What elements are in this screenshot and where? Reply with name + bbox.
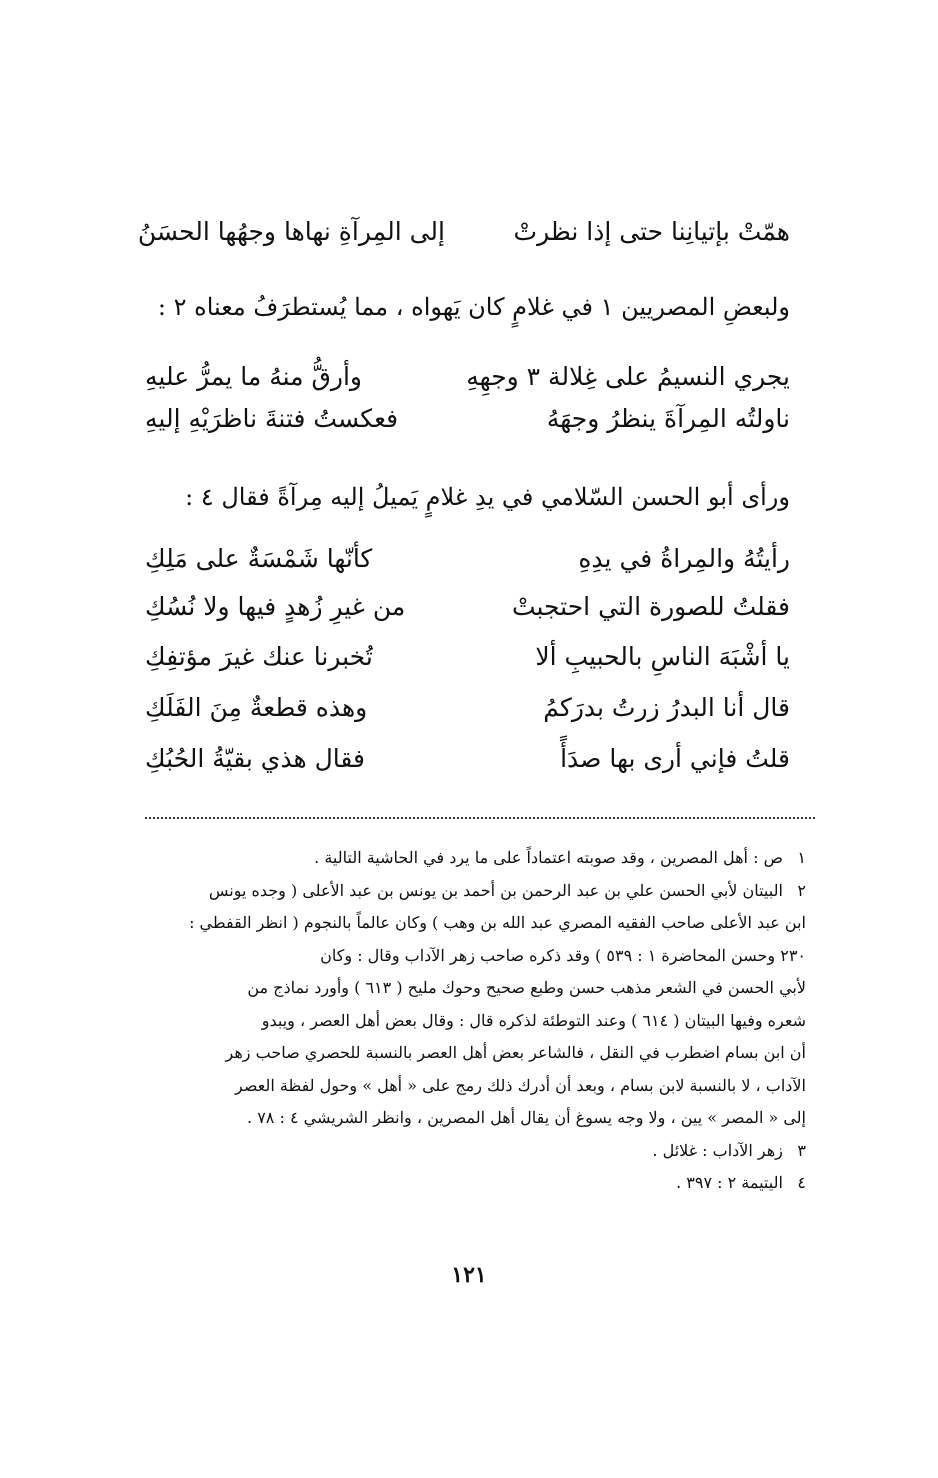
verse-line: [145, 393, 790, 445]
footnote: [131, 1167, 806, 1200]
footnote-number: ٤: [797, 1173, 806, 1192]
verse-line: [145, 682, 790, 734]
footnote-number: ٣: [797, 1140, 806, 1160]
footnote-text: اليتيمة ٢ : ٣٩٧ .: [676, 1173, 783, 1192]
verse-second-hemistich: إلى المِرآةِ نهاها وجهُها الحسَنُ: [137, 217, 445, 246]
verse-second-hemistich: من غيرِ زُهدٍ فيها ولا نُسُكِ: [145, 592, 406, 621]
verse-first-hemistich: فقلتُ للصورة التي احتجبتْ: [511, 592, 790, 621]
footnote-text: أن ابن بسام اضطرب في النقل ، فالشاعر بعض أهل العصر بالنسبة للحصري صاحب زهر: [225, 1043, 806, 1062]
verse-first-hemistich: قلتُ فإني أرى بها صدَأً: [560, 744, 790, 773]
footnote-text: زهر الآداب : غلائل .: [652, 1140, 783, 1160]
page-number: ١٢١: [451, 1262, 487, 1288]
verse-line: [145, 631, 790, 683]
verse-second-hemistich: وهذه قطعةٌ مِنَ الفَلَكِ: [145, 693, 368, 722]
verse-second-hemistich: كأنّها شَمْسَةٌ على مَلِكِ: [145, 544, 373, 573]
verse-line: [145, 533, 790, 585]
footnote-separator: [145, 817, 815, 819]
footnote-number: ٢: [797, 880, 806, 900]
verse-line: [145, 733, 790, 785]
footnote: [131, 842, 806, 875]
footnotes: [131, 842, 806, 1200]
footnote: [131, 1135, 806, 1168]
footnote-text: ٢٣٠ وحسن المحاضرة ١ : ٥٣٩ ) وقد ذكره صاحب زهر الآداب وقال : وكان: [320, 945, 806, 965]
footnote-text: الآداب ، لا بالنسبة لابن بسام ، وبعد أن أدرك ذلك رمج على « أهل » وحول لفظة العصر: [235, 1075, 806, 1095]
poem-introduction: ورأى أبو الحسن السّلامي في يدِ غلامٍ يَميلُ إليه مِرآةً فقال ٤ :: [185, 483, 790, 511]
verse-line: [145, 581, 790, 633]
poem-introduction: ولبعضِ المصريين ١ في غلامٍ كان يَهواه ، مما يُستطرَفُ معناه ٢ :: [157, 293, 790, 321]
verse-line: [137, 206, 790, 258]
verse-first-hemistich: يا أشْبَهَ الناسِ بالحبيبِ ألا: [535, 642, 790, 671]
verse-second-hemistich: وأرقُّ منهُ ما يمرُّ عليهِ: [145, 362, 362, 391]
verse-second-hemistich: فقال هذي بقيّةُ الحُبُكِ: [145, 744, 365, 773]
verse-first-hemistich: قال أنا البدرُ زرتُ بدرَكمُ: [543, 693, 790, 722]
verse-second-hemistich: تُخبرنا عنك غيرَ مؤتفِكِ: [145, 642, 373, 671]
verse-first-hemistich: همّتْ بإتيانِنا حتى إذا نظرتْ: [513, 217, 790, 246]
footnote-text: شعره وفيها البيتان ( ٦١٤ ) وعند التوطئة لذكره قال : وقال بعض أهل العصر ، ويبدو: [261, 1010, 806, 1030]
verse-first-hemistich: ناولتُه المِرآةَ ينظرُ وجهَهُ: [546, 404, 790, 433]
verse-first-hemistich: رأيتُهُ والمِراةُ في يدِهِ: [578, 544, 790, 573]
footnote-text: البيتان لأبي الحسن علي بن عبد الرحمن بن أحمد بن يونس بن عبد الأعلى ( وجده يونس: [208, 880, 783, 900]
footnote-number: ١: [797, 848, 806, 867]
footnote: [131, 875, 806, 908]
footnote-text: لأبي الحسن في الشعر مذهب حسن وطبع صحيح وحوك مليح ( ٦١٣ ) وأورد نماذج من: [247, 978, 806, 997]
footnote-text: إلى « المصر » يين ، ولا وجه يسوغ أن يقال أهل المصرين ، وانظر الشريشي ٤ : ٧٨ .: [247, 1108, 806, 1127]
footnote-text: ابن عبد الأعلى صاحب الفقيه المصري عبد الله بن وهب ) وكان عالماً بالنجوم ( انظر القفطي :: [189, 913, 806, 932]
verse-first-hemistich: يجري النسيمُ على غِلالة ٣ وجهِهِ: [466, 362, 790, 391]
verse-second-hemistich: فعكستُ فتنةَ ناظرَيْهِ إليهِ: [145, 404, 399, 433]
footnote-text: ص : أهل المصرين ، وقد صوبته اعتماداً على ما يرد في الحاشية التالية .: [314, 848, 783, 867]
